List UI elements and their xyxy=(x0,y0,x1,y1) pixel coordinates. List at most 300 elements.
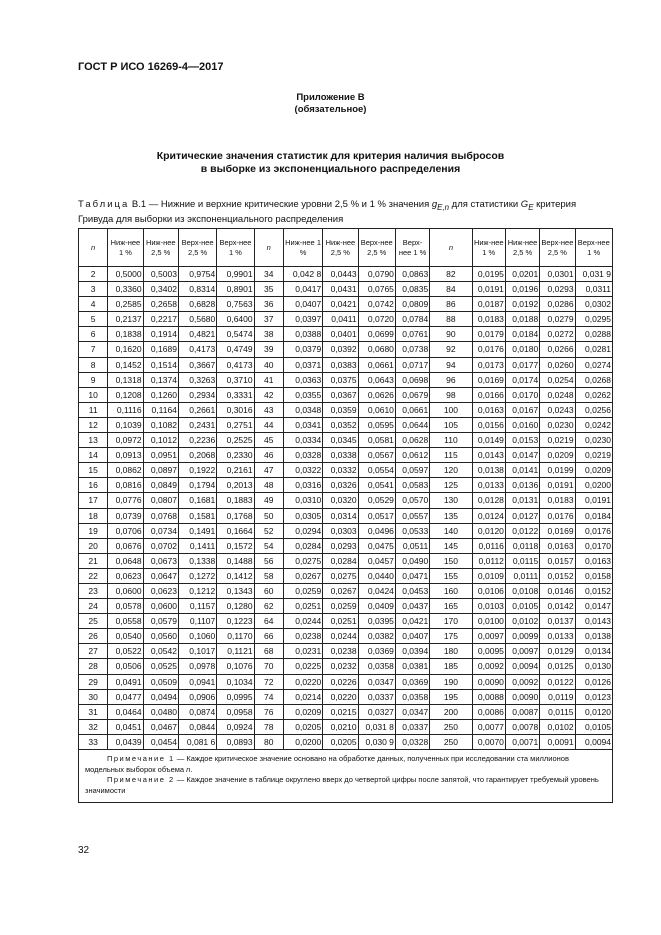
cell-value: 0,0327 xyxy=(358,704,395,719)
cell-n: 32 xyxy=(79,719,108,734)
caption-number: В.1 xyxy=(131,199,147,210)
cell-value: 0,0131 xyxy=(505,493,539,508)
cell-value: 0,0394 xyxy=(395,644,429,659)
note-end: . xyxy=(190,764,193,774)
cell-value: 0,0467 xyxy=(143,719,178,734)
cell-value: 0,1157 xyxy=(178,599,216,614)
caption-text: критерия Гривуда для выборки из экспоненциального распределения xyxy=(78,199,577,225)
table-row xyxy=(79,312,613,327)
cell-value: 0,0251 xyxy=(323,614,358,629)
cell-value: 0,0092 xyxy=(505,674,539,689)
cell-value: 0,0809 xyxy=(395,297,429,312)
cell-value: 0,0124 xyxy=(472,508,505,523)
cell-value: 0,0560 xyxy=(143,629,178,644)
cell-value: 0,1681 xyxy=(178,493,216,508)
cell-value: 0,0109 xyxy=(472,568,505,583)
cell-value: 0,0184 xyxy=(575,508,612,523)
cell-n: 68 xyxy=(254,644,283,659)
cell-value: 0,3263 xyxy=(178,372,216,387)
section-title-line: в выборке из экспоненциального распределения xyxy=(200,163,461,175)
cell-n: 28 xyxy=(79,659,108,674)
cell-n: 10 xyxy=(79,387,108,402)
cell-value: 0,0720 xyxy=(358,312,395,327)
cell-value: 0,0097 xyxy=(505,644,539,659)
cell-value: 0,0457 xyxy=(358,553,395,568)
cell-value: 0,0091 xyxy=(540,734,575,749)
cell-value: 0,0849 xyxy=(143,478,178,493)
cell-value: 0,0334 xyxy=(283,433,322,448)
cell-value: 0,0557 xyxy=(395,508,429,523)
cell-value: 0,0149 xyxy=(472,433,505,448)
cell-value: 0,0134 xyxy=(575,644,612,659)
cell-value: 0,0480 xyxy=(143,704,178,719)
cell-n: 38 xyxy=(254,327,283,342)
cell-value: 0,0392 xyxy=(323,342,358,357)
cell-n: 4 xyxy=(79,297,108,312)
table-row xyxy=(79,493,613,508)
cell-value: 0,0103 xyxy=(472,599,505,614)
cell-value: 0,0169 xyxy=(540,523,575,538)
cell-value: 0,0254 xyxy=(540,372,575,387)
cell-n: 44 xyxy=(254,417,283,432)
cell-n: 27 xyxy=(79,644,108,659)
cell-n: 54 xyxy=(254,538,283,553)
cell-value: 0,3331 xyxy=(217,387,254,402)
cell-n: 39 xyxy=(254,342,283,357)
cell-n: 49 xyxy=(254,493,283,508)
cell-value: 0,0328 xyxy=(395,734,429,749)
cell-value: 0,0316 xyxy=(283,478,322,493)
cell-value: 0,2658 xyxy=(143,297,178,312)
cell-n: 90 xyxy=(430,327,472,342)
cell-value: 0,0924 xyxy=(217,719,254,734)
cell-value: 0,0554 xyxy=(358,463,395,478)
cell-value: 0,0219 xyxy=(540,433,575,448)
cell-value: 0,0533 xyxy=(395,523,429,538)
table-row xyxy=(79,282,613,297)
cell-value: 0,2431 xyxy=(178,417,216,432)
cell-value: 0,0288 xyxy=(575,327,612,342)
cell-value: 0,1107 xyxy=(178,614,216,629)
cell-value: 0,0367 xyxy=(323,387,358,402)
note-text: — Каждое критическое значение основано на обработке данных, полученных при исследовании ста миллионов модельных выборок объема xyxy=(85,754,569,774)
cell-value: 0,0130 xyxy=(575,659,612,674)
cell-value: 0,0123 xyxy=(575,689,612,704)
cell-value: 0,4173 xyxy=(178,342,216,357)
cell-n: 140 xyxy=(430,523,472,538)
cell-n: 37 xyxy=(254,312,283,327)
cell-value: 0,1581 xyxy=(178,508,216,523)
cell-value: 0,1039 xyxy=(108,417,143,432)
cell-n: 145 xyxy=(430,538,472,553)
cell-value: 0,0491 xyxy=(108,674,143,689)
cell-value: 0,0558 xyxy=(108,614,143,629)
cell-value: 0,0169 xyxy=(472,372,505,387)
cell-value: 0,0147 xyxy=(575,599,612,614)
cell-value: 0,0102 xyxy=(540,719,575,734)
cell-value: 0,0407 xyxy=(283,297,322,312)
cell-value: 0,0242 xyxy=(575,417,612,432)
cell-value: 0,0579 xyxy=(143,614,178,629)
page-number: 32 xyxy=(78,845,90,856)
cell-value: 0,0647 xyxy=(143,568,178,583)
cell-value: 0,0092 xyxy=(472,659,505,674)
cell-value: 0,0401 xyxy=(323,327,358,342)
cell-value: 0,0183 xyxy=(540,493,575,508)
cell-value: 0,0698 xyxy=(395,372,429,387)
cell-value: 0,0070 xyxy=(472,734,505,749)
cell-value: 0,0128 xyxy=(472,493,505,508)
cell-value: 0,0734 xyxy=(143,523,178,538)
cell-value: 0,0595 xyxy=(358,417,395,432)
cell-value: 0,0177 xyxy=(505,357,539,372)
cell-value: 0,2525 xyxy=(217,433,254,448)
cell-n: 2 xyxy=(79,267,108,282)
cell-value: 0,0176 xyxy=(472,342,505,357)
cell-value: 0,1374 xyxy=(143,372,178,387)
cell-value: 0,0583 xyxy=(395,478,429,493)
cell-value: 0,0610 xyxy=(358,402,395,417)
cell-value: 0,1488 xyxy=(217,553,254,568)
cell-value: 0,1338 xyxy=(178,553,216,568)
cell-value: 0,1620 xyxy=(108,342,143,357)
cell-value: 0,2161 xyxy=(217,463,254,478)
cell-value: 0,1794 xyxy=(178,478,216,493)
cell-value: 0,0209 xyxy=(283,704,322,719)
cell-value: 0,031 8 xyxy=(358,719,395,734)
cell-value: 0,0115 xyxy=(540,704,575,719)
cell-value: 0,0100 xyxy=(472,614,505,629)
cell-value: 0,0761 xyxy=(395,327,429,342)
cell-value: 0,0293 xyxy=(323,538,358,553)
cell-value: 0,0978 xyxy=(178,659,216,674)
cell-value: 0,0176 xyxy=(540,508,575,523)
cell-value: 0,0248 xyxy=(540,387,575,402)
cell-value: 0,0147 xyxy=(505,448,539,463)
cell-value: 0,0506 xyxy=(108,659,143,674)
cell-value: 0,0893 xyxy=(217,734,254,749)
cell-value: 0,0086 xyxy=(472,704,505,719)
table-row xyxy=(79,448,613,463)
cell-value: 0,0156 xyxy=(472,417,505,432)
cell-value: 0,0099 xyxy=(505,629,539,644)
cell-value: 0,5003 xyxy=(143,267,178,282)
column-header-n: n xyxy=(430,229,472,267)
cell-value: 0,0231 xyxy=(283,644,322,659)
cell-value: 0,1689 xyxy=(143,342,178,357)
cell-value: 0,0232 xyxy=(323,659,358,674)
cell-value: 0,0661 xyxy=(358,357,395,372)
caption-text: — Нижние и верхние критические уровни 2,5 % и 1 % значения xyxy=(146,199,432,210)
cell-value: 0,1572 xyxy=(217,538,254,553)
table-row xyxy=(79,614,613,629)
cell-value: 0,0188 xyxy=(505,312,539,327)
cell-n: 195 xyxy=(430,689,472,704)
table-row xyxy=(79,387,613,402)
cell-value: 0,1060 xyxy=(178,629,216,644)
cell-value: 0,0475 xyxy=(358,538,395,553)
cell-value: 0,0215 xyxy=(323,704,358,719)
cell-value: 0,0454 xyxy=(143,734,178,749)
cell-value: 0,0673 xyxy=(143,553,178,568)
cell-value: 0,0143 xyxy=(472,448,505,463)
cell-value: 0,0742 xyxy=(358,297,395,312)
cell-value: 0,0302 xyxy=(575,297,612,312)
table-row xyxy=(79,267,613,282)
cell-value: 0,1922 xyxy=(178,463,216,478)
column-header: Верх-нее 2,5 % xyxy=(540,229,575,267)
cell-n: 64 xyxy=(254,614,283,629)
cell-value: 0,1076 xyxy=(217,659,254,674)
cell-n: 16 xyxy=(79,478,108,493)
note-variable: n xyxy=(186,764,191,774)
cell-value: 0,0284 xyxy=(283,538,322,553)
cell-value: 0,0790 xyxy=(358,267,395,282)
cell-value: 0,2236 xyxy=(178,433,216,448)
cell-value: 0,0768 xyxy=(143,508,178,523)
cell-value: 0,0200 xyxy=(575,478,612,493)
cell-value: 0,0205 xyxy=(323,734,358,749)
cell-n: 120 xyxy=(430,463,472,478)
cell-value: 0,0347 xyxy=(395,704,429,719)
cell-n: 35 xyxy=(254,282,283,297)
cell-value: 0,0272 xyxy=(540,327,575,342)
cell-n: 26 xyxy=(79,629,108,644)
cell-value: 0,0201 xyxy=(505,267,539,282)
cell-value: 0,1017 xyxy=(178,644,216,659)
cell-value: 0,0369 xyxy=(358,644,395,659)
cell-value: 0,0209 xyxy=(540,448,575,463)
cell-value: 0,0358 xyxy=(395,689,429,704)
note-text: — Каждое значение в таблице округлено вверх до четвертой цифры после запятой, что гарантирует требуемый уровень значимости xyxy=(85,775,599,795)
cell-value: 0,0133 xyxy=(472,478,505,493)
column-header-n: n xyxy=(254,229,283,267)
cell-value: 0,0453 xyxy=(395,583,429,598)
cell-value: 0,0230 xyxy=(540,417,575,432)
cell-n: 18 xyxy=(79,508,108,523)
g-symbol: g xyxy=(431,199,438,210)
cell-value: 0,1012 xyxy=(143,433,178,448)
cell-value: 0,0440 xyxy=(358,568,395,583)
cell-n: 9 xyxy=(79,372,108,387)
cell-value: 0,0581 xyxy=(358,433,395,448)
cell-n: 100 xyxy=(430,402,472,417)
cell-value: 0,0167 xyxy=(505,402,539,417)
table-row xyxy=(79,568,613,583)
column-header: Ниж-нее 2,5 % xyxy=(143,229,178,267)
cell-n: 105 xyxy=(430,417,472,432)
cell-n: 41 xyxy=(254,372,283,387)
cell-value: 0,0371 xyxy=(283,357,322,372)
column-header: Ниж-нее 2,5 % xyxy=(323,229,358,267)
cell-value: 0,0717 xyxy=(395,357,429,372)
cell-value: 0,0784 xyxy=(395,312,429,327)
section-title xyxy=(0,150,661,176)
table-row xyxy=(79,704,613,719)
cell-n: 33 xyxy=(79,734,108,749)
cell-value: 0,0170 xyxy=(505,387,539,402)
cell-value: 0,0383 xyxy=(323,357,358,372)
cell-value: 0,0765 xyxy=(358,282,395,297)
cell-value: 0,0281 xyxy=(575,342,612,357)
column-header: Верх-нее 2,5 % xyxy=(178,229,216,267)
cell-value: 0,1411 xyxy=(178,538,216,553)
cell-value: 0,0958 xyxy=(217,704,254,719)
cell-value: 0,0443 xyxy=(323,267,358,282)
cell-value: 0,0170 xyxy=(575,538,612,553)
cell-n: 52 xyxy=(254,523,283,538)
cell-n: 14 xyxy=(79,448,108,463)
cell-value: 0,1082 xyxy=(143,417,178,432)
table-row xyxy=(79,659,613,674)
cell-value: 0,0369 xyxy=(395,674,429,689)
cell-n: 155 xyxy=(430,568,472,583)
note-1 xyxy=(85,754,606,775)
cell-value: 0,0680 xyxy=(358,342,395,357)
cell-value: 0,0187 xyxy=(472,297,505,312)
table-caption xyxy=(78,199,613,226)
cell-value: 0,0411 xyxy=(323,312,358,327)
cell-value: 0,0328 xyxy=(283,448,322,463)
cell-n: 3 xyxy=(79,282,108,297)
cell-value: 0,9754 xyxy=(178,267,216,282)
cell-value: 0,0226 xyxy=(323,674,358,689)
cell-value: 0,0600 xyxy=(108,583,143,598)
cell-value: 0,0294 xyxy=(283,523,322,538)
cell-value: 0,0176 xyxy=(575,523,612,538)
cell-value: 0,0244 xyxy=(283,614,322,629)
table-row xyxy=(79,644,613,659)
cell-n: 115 xyxy=(430,448,472,463)
cell-value: 0,0138 xyxy=(575,629,612,644)
cell-n: 19 xyxy=(79,523,108,538)
table-row xyxy=(79,719,613,734)
cell-n: 23 xyxy=(79,583,108,598)
cell-value: 0,1343 xyxy=(217,583,254,598)
cell-value: 0,0421 xyxy=(323,297,358,312)
table-row xyxy=(79,433,613,448)
cell-value: 0,0251 xyxy=(283,599,322,614)
cell-n: 84 xyxy=(430,282,472,297)
cell-n: 20 xyxy=(79,538,108,553)
cell-value: 0,4173 xyxy=(217,357,254,372)
cell-value: 0,0192 xyxy=(505,297,539,312)
cell-value: 0,0345 xyxy=(323,433,358,448)
cell-value: 0,0102 xyxy=(505,614,539,629)
cell-value: 0,0116 xyxy=(472,538,505,553)
cell-value: 0,0517 xyxy=(358,508,395,523)
cell-value: 0,0200 xyxy=(283,734,322,749)
cell-value: 0,0199 xyxy=(540,463,575,478)
cell-value: 0,0078 xyxy=(505,719,539,734)
cell-value: 0,0259 xyxy=(323,599,358,614)
cell-n: 31 xyxy=(79,704,108,719)
cell-value: 0,0303 xyxy=(323,523,358,538)
column-header: Верх-нее 1 % xyxy=(395,229,429,267)
cell-n: 94 xyxy=(430,357,472,372)
table-row xyxy=(79,553,613,568)
appendix-subtitle: (обязательное) xyxy=(294,104,367,115)
cell-value: 0,0612 xyxy=(395,448,429,463)
cell-value: 0,0311 xyxy=(575,282,612,297)
cell-value: 0,0214 xyxy=(283,689,322,704)
cell-value: 0,0230 xyxy=(575,433,612,448)
table-row xyxy=(79,342,613,357)
cell-value: 0,0274 xyxy=(575,357,612,372)
cell-value: 0,0097 xyxy=(472,629,505,644)
cell-value: 0,1452 xyxy=(108,357,143,372)
cell-n: 250 xyxy=(430,719,472,734)
cell-value: 0,0578 xyxy=(108,599,143,614)
cell-value: 0,0337 xyxy=(395,719,429,734)
cell-value: 0,1272 xyxy=(178,568,216,583)
cell-value: 0,0332 xyxy=(323,463,358,478)
cell-n: 34 xyxy=(254,267,283,282)
cell-value: 0,0138 xyxy=(472,463,505,478)
cell-value: 0,0105 xyxy=(575,719,612,734)
cell-value: 0,3402 xyxy=(143,282,178,297)
cell-value: 0,1223 xyxy=(217,614,254,629)
cell-value: 0,0090 xyxy=(472,674,505,689)
cell-n: 170 xyxy=(430,614,472,629)
cell-value: 0,0395 xyxy=(358,614,395,629)
cell-n: 250 xyxy=(430,734,472,749)
cell-value: 0,0897 xyxy=(143,463,178,478)
cell-n: 48 xyxy=(254,478,283,493)
critical-values-table xyxy=(78,228,613,803)
cell-value: 0,0542 xyxy=(143,644,178,659)
cell-value: 0,0529 xyxy=(358,493,395,508)
cell-value: 0,0166 xyxy=(472,387,505,402)
cell-value: 0,0301 xyxy=(540,267,575,282)
cell-n: 46 xyxy=(254,448,283,463)
cell-value: 0,0220 xyxy=(283,674,322,689)
cell-value: 0,2751 xyxy=(217,417,254,432)
cell-value: 0,0326 xyxy=(323,478,358,493)
cell-value: 0,031 9 xyxy=(575,267,612,282)
cell-value: 0,0219 xyxy=(575,448,612,463)
cell-value: 0,0094 xyxy=(575,734,612,749)
cell-value: 0,0136 xyxy=(505,478,539,493)
cell-value: 0,0375 xyxy=(323,372,358,387)
cell-n: 66 xyxy=(254,629,283,644)
cell-value: 0,0421 xyxy=(395,614,429,629)
cell-n: 200 xyxy=(430,704,472,719)
cell-value: 0,0143 xyxy=(575,614,612,629)
cell-value: 0,0494 xyxy=(143,689,178,704)
G-symbol: G xyxy=(520,199,529,210)
cell-value: 0,0142 xyxy=(540,599,575,614)
cell-n: 13 xyxy=(79,433,108,448)
cell-value: 0,0133 xyxy=(540,629,575,644)
notes-row xyxy=(79,750,613,803)
cell-n: 29 xyxy=(79,674,108,689)
caption-text: для статистики xyxy=(449,199,521,210)
cell-value: 0,0238 xyxy=(323,644,358,659)
cell-value: 0,0397 xyxy=(283,312,322,327)
cell-n: 17 xyxy=(79,493,108,508)
column-header-n: n xyxy=(79,229,108,267)
cell-value: 0,3360 xyxy=(108,282,143,297)
cell-value: 0,0126 xyxy=(575,674,612,689)
table-row xyxy=(79,357,613,372)
cell-value: 0,0275 xyxy=(323,568,358,583)
cell-value: 0,0862 xyxy=(108,463,143,478)
cell-value: 0,2137 xyxy=(108,312,143,327)
cell-value: 0,0195 xyxy=(472,267,505,282)
cell-n: 135 xyxy=(430,508,472,523)
table-row xyxy=(79,327,613,342)
